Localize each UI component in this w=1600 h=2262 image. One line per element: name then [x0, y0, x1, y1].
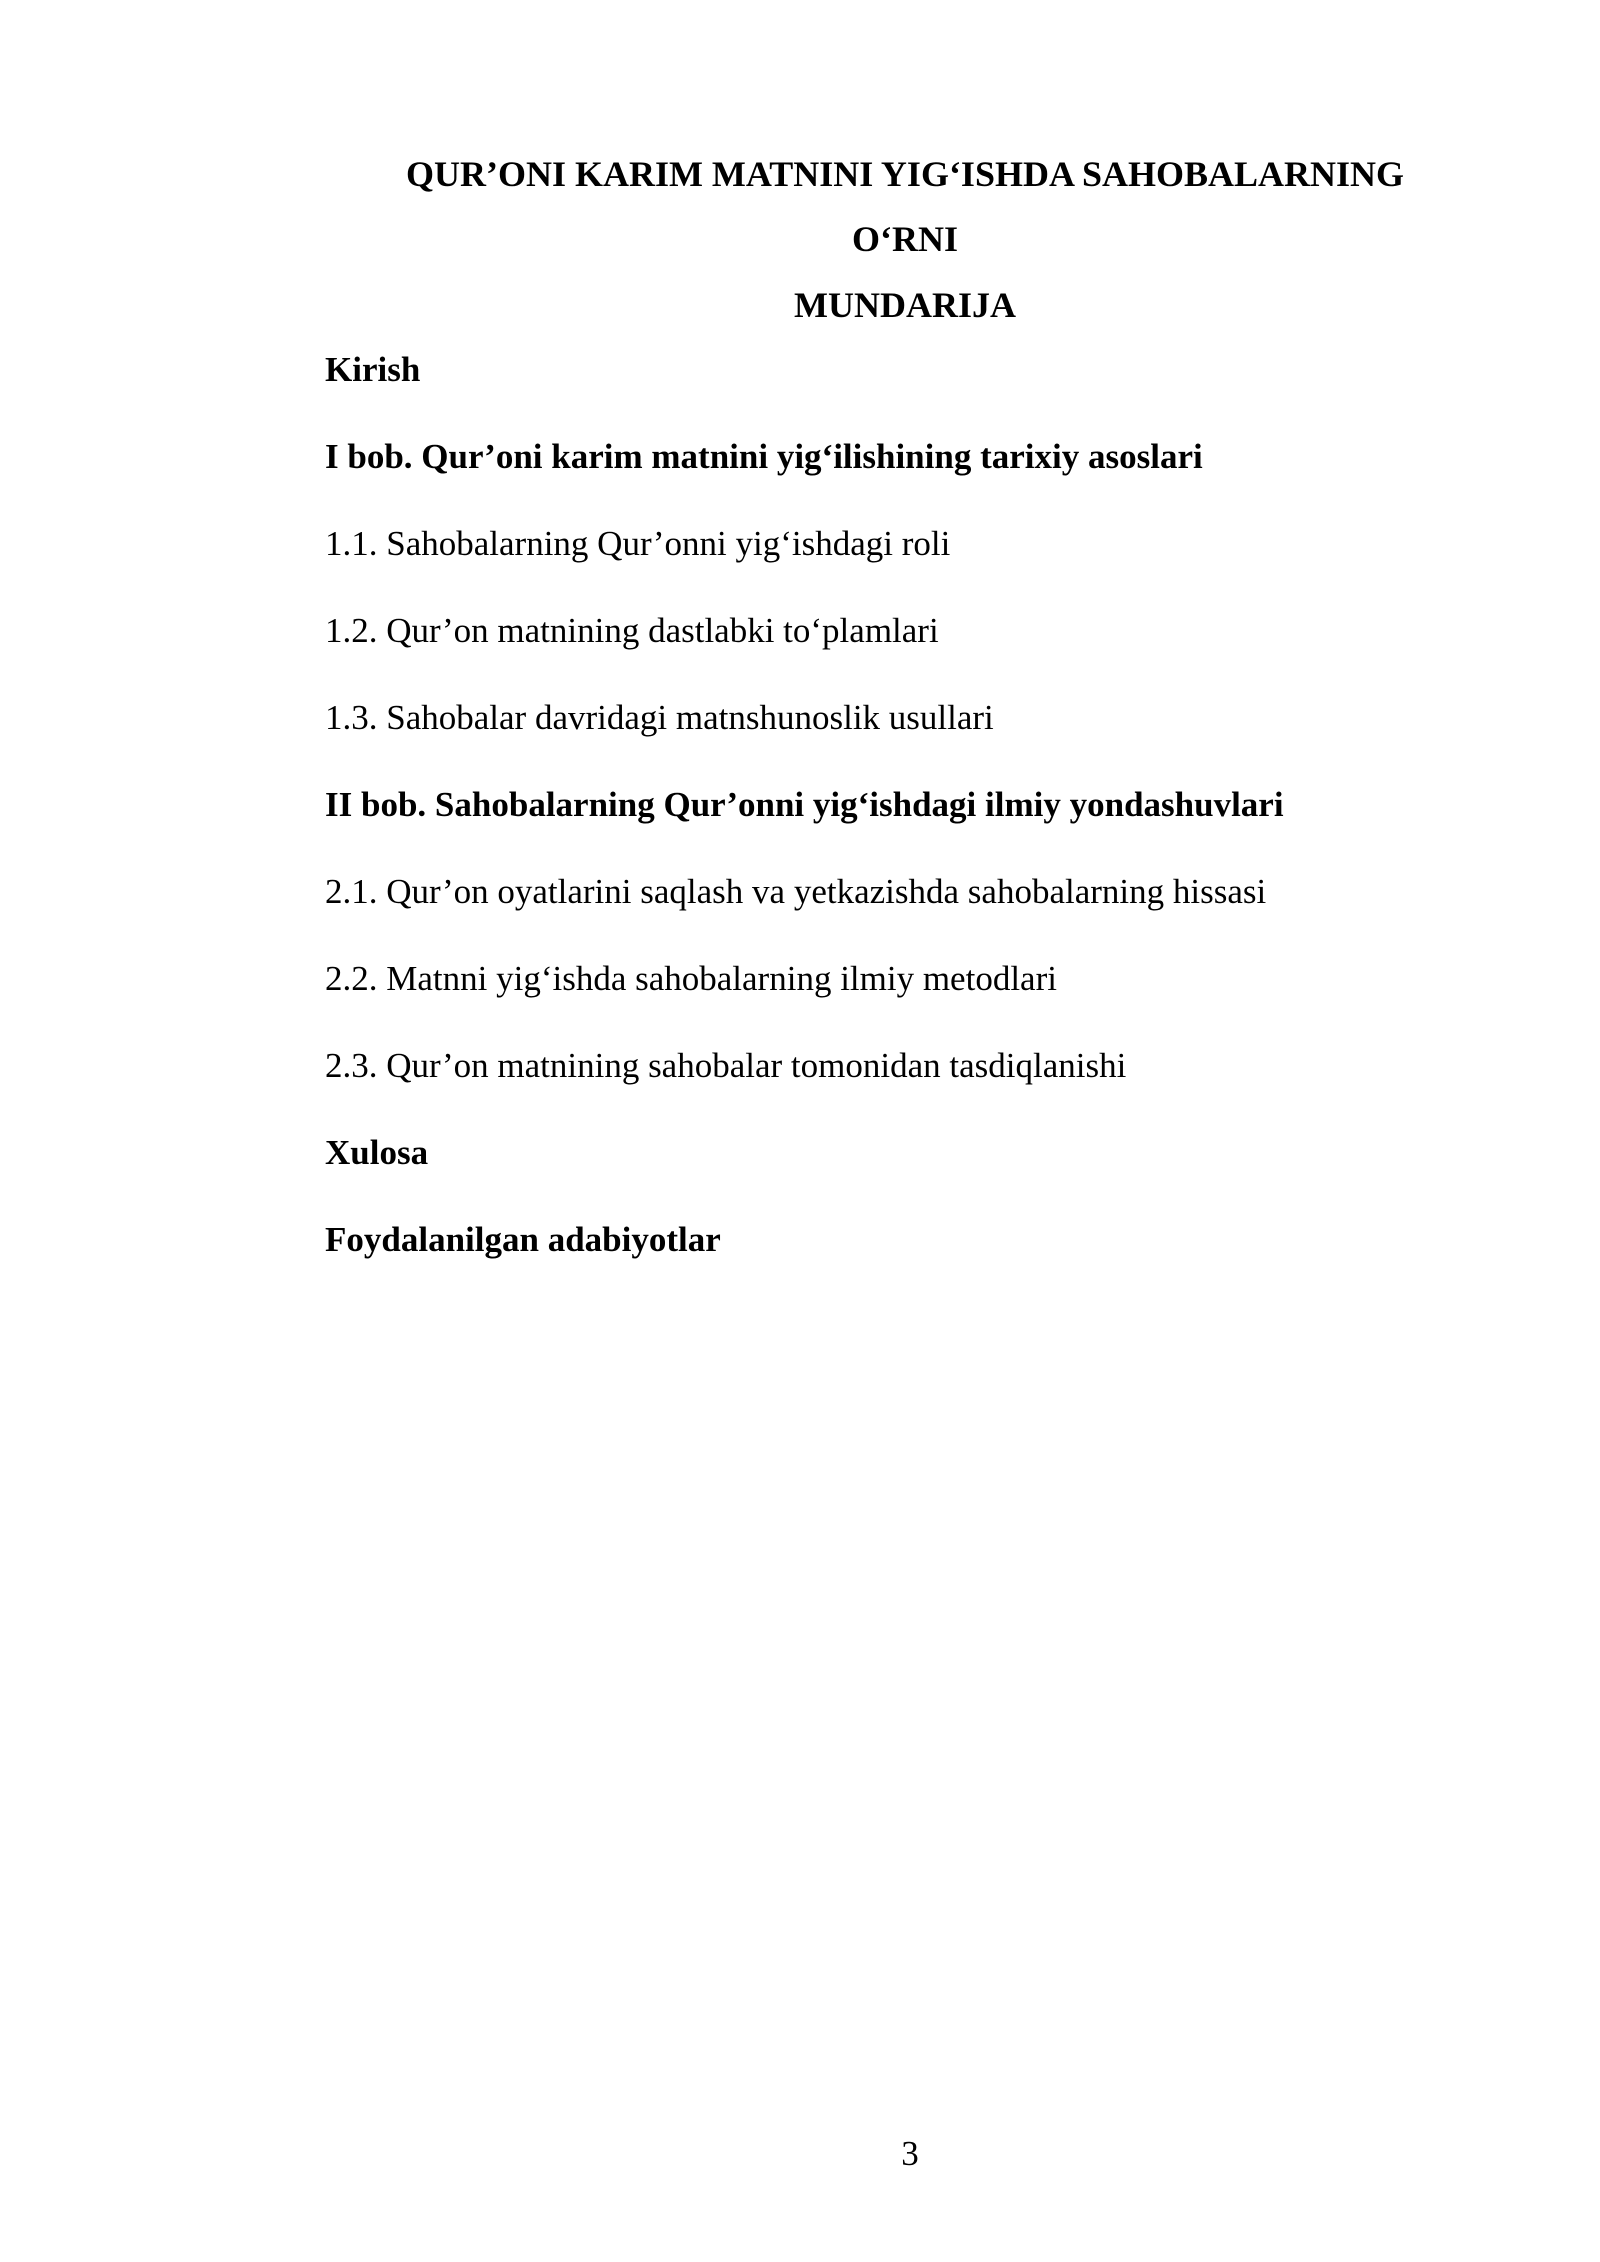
- toc-item-conclusion: Xulosa: [325, 1133, 429, 1172]
- toc-item-chapter-1: I bob. Qur’oni karim matnini yig‘ilishining tarixiy asoslari: [325, 437, 1203, 476]
- toc-item-section-2-2: 2.2. Matnni yig‘ishda sahobalarning ilmiy metodlari: [325, 959, 1057, 998]
- toc-item-section-1-3: 1.3. Sahobalar davridagi matnshunoslik usullari: [325, 698, 994, 737]
- toc-item-section-2-1: 2.1. Qur’on oyatlarini saqlash va yetkazishda sahobalarning hissasi: [325, 872, 1267, 911]
- page-number: 3: [901, 2134, 919, 2173]
- toc-item-section-1-2: 1.2. Qur’on matnining dastlabki to‘plamlari: [325, 611, 939, 650]
- contents-heading: MUNDARIJA: [794, 285, 1016, 325]
- toc-item-chapter-2: II bob. Sahobalarning Qur’onni yig‘ishdagi ilmiy yondashuvlari: [325, 785, 1284, 824]
- document-title-line-2: O‘RNI: [852, 219, 958, 259]
- document-title-line-1: QUR’ONI KARIM MATNINI YIG‘ISHDA SAHOBALARNING: [405, 154, 1405, 194]
- toc-item-section-1-1: 1.1. Sahobalarning Qur’onni yig‘ishdagi roli: [325, 524, 951, 563]
- toc-item-introduction: Kirish: [325, 350, 421, 389]
- toc-item-references: Foydalanilgan adabiyotlar: [325, 1220, 721, 1259]
- toc-item-section-2-3: 2.3. Qur’on matnining sahobalar tomonidan tasdiqlanishi: [325, 1046, 1127, 1085]
